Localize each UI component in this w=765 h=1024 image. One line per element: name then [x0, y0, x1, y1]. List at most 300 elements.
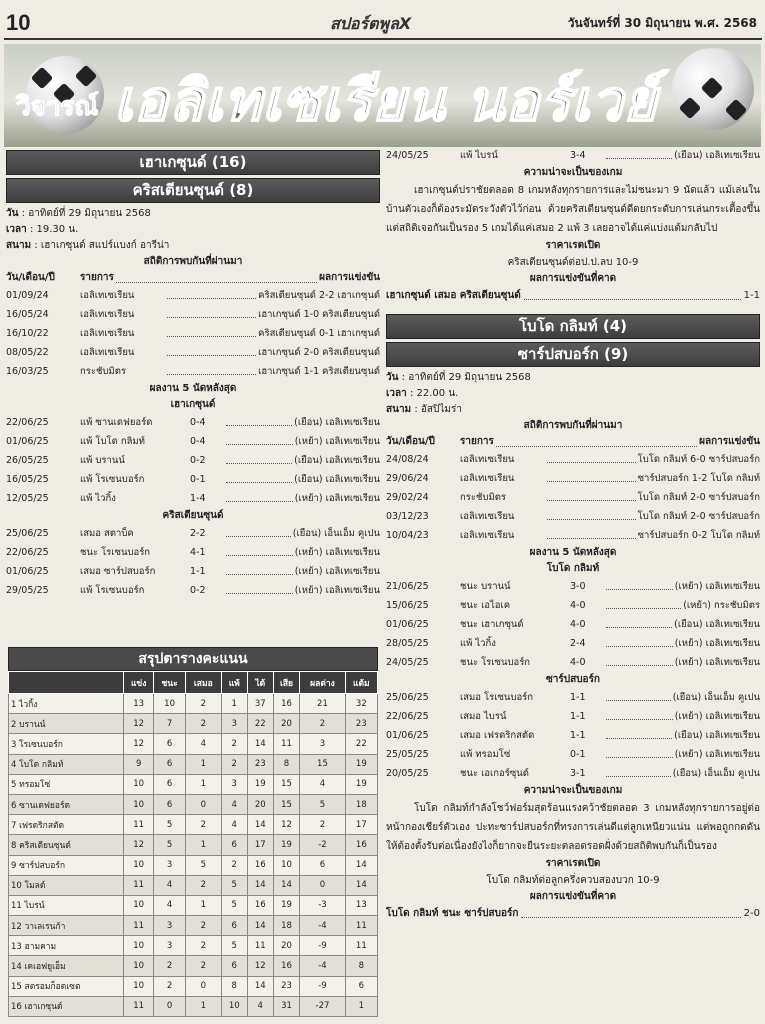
game1-h2h-header: วัน/เดือน/ปี รายการ ผลการแข่งขัน [6, 272, 380, 283]
stat-cell: 19 [345, 754, 377, 774]
table-row [9, 895, 378, 915]
stat-cell: 15 [273, 794, 299, 814]
stat-cell: 19 [273, 895, 299, 915]
score: 2-4 [570, 638, 586, 649]
competition: เอลิเทเซเรียน [80, 347, 135, 358]
score: 4-1 [190, 547, 206, 558]
stat-cell: 16 [247, 855, 273, 875]
game2-away_form-row [386, 745, 760, 764]
stat-cell: 5 [221, 875, 247, 895]
stat-cell: 2 [221, 855, 247, 875]
venue-competition: (เหย้า) เอลิเทเซเรียน [294, 493, 380, 504]
stat-cell: 14 [345, 875, 377, 895]
standings-header: แพ้ [221, 672, 247, 694]
stat-cell: -4 [300, 916, 345, 936]
game2-date: วัน : อาทิตย์ที่ 29 มิถุนายน 2568 [386, 372, 531, 383]
score: 4-0 [570, 600, 586, 611]
stat-cell: 8 [273, 754, 299, 774]
stat-cell: 19 [345, 774, 377, 794]
stat-cell: 19 [247, 774, 273, 794]
match-date: 22/06/25 [6, 417, 49, 428]
table-row [9, 875, 378, 895]
game2-away_form-row [386, 707, 760, 726]
stat-cell: 2 [154, 956, 186, 976]
stat-cell: 20 [273, 936, 299, 956]
table-row [9, 936, 378, 956]
venue-competition: (เหย้า) เอลิเทเซเรียน [294, 585, 380, 596]
match-date: 28/05/25 [386, 638, 429, 649]
match-date: 21/06/25 [386, 581, 429, 592]
stat-cell: 0 [185, 794, 221, 814]
stat-cell: 6 [154, 794, 186, 814]
stat-cell: 11 [124, 996, 154, 1016]
stat-cell: -3 [300, 895, 345, 915]
match-result: ซาร์ปสบอร์ก 0-2 โบโด กลิมท์ [637, 530, 760, 541]
team-name: 5 ทรอมโซ่ [9, 774, 124, 794]
match-date: 26/05/25 [6, 455, 49, 466]
venue-competition: (เหย้า) เอลิเทเซเรียน [674, 749, 760, 760]
stat-cell: 5 [221, 895, 247, 915]
stat-cell: 11 [273, 734, 299, 754]
header-rule [4, 38, 762, 40]
stat-cell: 1 [185, 774, 221, 794]
stat-cell: 18 [345, 794, 377, 814]
opponent: เสมอ ไบรน์ [460, 711, 507, 722]
stat-cell: 3 [154, 916, 186, 936]
team-name: 3 โรเซนบอร์ก [9, 734, 124, 754]
team-name: 2 บรานน์ [9, 714, 124, 734]
game2-prediction: โบโด กลิมท์ ชนะ ซาร์ปสบอร์ก 2-0 [386, 905, 760, 922]
game1-h2h-row [6, 362, 380, 381]
stat-cell: 11 [247, 936, 273, 956]
opponent: แพ้ บรานน์ [80, 455, 125, 466]
score: 0-4 [190, 436, 206, 447]
game1-date: วัน : อาทิตย์ที่ 29 มิถุนายน 2568 [6, 208, 151, 219]
stat-cell: 14 [247, 875, 273, 895]
leader-dots [547, 450, 636, 463]
game2-prediction-title: ผลการแข่งขันที่คาด [529, 891, 617, 902]
opponent: เสมอ โรเซนบอร์ก [460, 692, 534, 703]
stat-cell: 2 [185, 815, 221, 835]
game2-h2h-row [386, 469, 760, 488]
stat-cell: 17 [247, 835, 273, 855]
match-result: เฮาเกซุนด์ 1-1 คริสเตียนซุนด์ [258, 366, 380, 377]
stat-cell: 16 [247, 895, 273, 915]
match-date: 20/05/25 [386, 768, 429, 779]
stat-cell: 2 [221, 754, 247, 774]
stat-cell: 12 [273, 815, 299, 835]
match-result: โบโด กลิมท์ 2-0 ซาร์ปสบอร์ก [637, 492, 760, 503]
competition: เอลิเทเซเรียน [460, 454, 515, 465]
game2-home_form-row [386, 615, 760, 634]
stat-cell: 14 [247, 976, 273, 996]
opponent: เสมอ เฟรดริกสตัด [460, 730, 535, 741]
game2-outlook: โบโด กลิมท์กำลังโชว์ฟอร์มสุดร้อนแรงคว้าชัยตลอด 3 เกมหลังทุกรายการอยู่ต่อหน้ากองเชียร์ตัวเอง ปะทะซาร์ปสบอร์กที่ทรงการเล่นดีแต่ลูกเหนียวแน่น แต่พอถูกกดดันให้ต้องตั้งรับต่อเนื่องยังไงก็ยากจะยืนระยะตลอดรอดฝั่งด้วยสถิติพบกันก็เป็นรอง [386, 803, 760, 852]
stat-cell: 19 [273, 835, 299, 855]
match-result: คริสเตียนซุนด์ 2-2 เฮาเกซุนด์ [258, 290, 380, 301]
leader-dots [606, 745, 673, 758]
stat-cell: 0 [185, 976, 221, 996]
game2-home_form-row [386, 596, 760, 615]
stat-cell: 12 [247, 956, 273, 976]
venue-competition: (เหย้า) เอลิเทเซเรียน [674, 581, 760, 592]
match-date: 01/06/25 [386, 619, 429, 630]
game2-home-team: โบโด กลิมท์ (4) [386, 314, 760, 339]
game1-home_form-row [6, 470, 380, 489]
stat-cell: 6 [300, 855, 345, 875]
stat-cell: 4 [300, 774, 345, 794]
score: 2-2 [190, 528, 206, 539]
standings-header: ได้ [247, 672, 273, 694]
game1-away_form-row [6, 524, 380, 543]
team-name: 15 สตรอมก็อดเซต [9, 976, 124, 996]
stat-cell: 6 [154, 774, 186, 794]
stat-cell: 11 [124, 916, 154, 936]
stat-cell: 5 [185, 855, 221, 875]
stat-cell: 12 [124, 714, 154, 734]
stat-cell: 13 [124, 694, 154, 714]
stat-cell: 8 [345, 956, 377, 976]
opponent: แพ้ โรเซนบอร์ก [80, 474, 145, 485]
game2-odds-title: ราคาเรตเปิด [545, 858, 601, 869]
team-name: 12 วาเลเรนก้า [9, 916, 124, 936]
game2-home_form-row [386, 634, 760, 653]
stat-cell: 16 [345, 835, 377, 855]
score: 0-1 [570, 749, 586, 760]
leader-dots [606, 764, 671, 777]
opponent: แพ้ ซานเดฟยอร์ด [80, 417, 153, 428]
stat-cell: 23 [247, 754, 273, 774]
leader-dots [167, 362, 256, 375]
stat-cell: 3 [221, 714, 247, 734]
venue-competition: (เหย้า) กระชับมิตร [683, 600, 760, 611]
stat-cell: 14 [273, 875, 299, 895]
venue-competition: (เหย้า) เอลิเทเซเรียน [674, 711, 760, 722]
game1-h2h-row [6, 305, 380, 324]
opponent: แพ้ โรเซนบอร์ก [80, 585, 145, 596]
table-row [9, 956, 378, 976]
opponent: ชนะ เฮาเกซุนด์ [460, 619, 524, 630]
game2-h2h-row [386, 450, 760, 469]
game2-odds: โบโด กลิมท์ต่อลูกครึ่งควบสองบวก 10-9 [486, 875, 660, 886]
table-row [9, 976, 378, 996]
game1-column [6, 150, 380, 600]
competition: กระชับมิตร [460, 492, 506, 503]
team-name: 13 ฮามคาม [9, 936, 124, 956]
stat-cell: 5 [154, 835, 186, 855]
stat-cell: 2 [300, 815, 345, 835]
stat-cell: 22 [247, 714, 273, 734]
stat-cell: 15 [300, 754, 345, 774]
banner-prefix: วิจารณ์ [16, 92, 99, 122]
game1-home_form-row [6, 451, 380, 470]
score: 3-1 [570, 768, 586, 779]
stat-cell: 23 [345, 714, 377, 734]
stat-cell: 16 [273, 956, 299, 976]
score: 0-2 [190, 585, 206, 596]
game1-h2h-row [6, 286, 380, 305]
stat-cell: 5 [300, 794, 345, 814]
stat-cell: 6 [154, 734, 186, 754]
stat-cell: 3 [154, 855, 186, 875]
game1-away-form-row: 24/05/25 แพ้ ไบรน์ 3-4 (เยือน) เอลิเทเซเรียน [386, 146, 760, 165]
table-row [9, 754, 378, 774]
match-date: 01/09/24 [6, 290, 49, 301]
stat-cell: 10 [124, 855, 154, 875]
stat-cell: 2 [185, 936, 221, 956]
stat-cell: 3 [300, 734, 345, 754]
opponent: ชนะ โรเซนบอร์ก [80, 547, 151, 558]
score: 4-0 [570, 657, 586, 668]
venue-competition: (เหย้า) เอลิเทเซเรียน [294, 566, 380, 577]
game2-away_form-row [386, 726, 760, 745]
score: 1-1 [190, 566, 206, 577]
game2-away_form-row [386, 688, 760, 707]
leader-dots [606, 726, 672, 739]
game2-outlook-title: ความน่าจะเป็นของเกม [523, 785, 623, 796]
stat-cell: 3 [154, 936, 186, 956]
opponent: ชนะ เอไอเค [460, 600, 511, 611]
competition: เอลิเทเซเรียน [80, 328, 135, 339]
venue-competition: (เหย้า) เอลิเทเซเรียน [294, 547, 380, 558]
match-date: 29/05/25 [6, 585, 49, 596]
stat-cell: 4 [154, 895, 186, 915]
stat-cell: 2 [185, 956, 221, 976]
match-date: 22/06/25 [386, 711, 429, 722]
stat-cell: 3 [221, 774, 247, 794]
team-name: 4 โบโด กลิมท์ [9, 754, 124, 774]
stat-cell: 23 [273, 976, 299, 996]
leader-dots [167, 305, 256, 318]
leader-dots [606, 634, 673, 647]
team-name: 9 ซาร์ปสบอร์ก [9, 855, 124, 875]
game1-odds-title: ราคาเรตเปิด [545, 240, 601, 251]
venue-competition: (เหย้า) เอลิเทเซเรียน [674, 657, 760, 668]
table-row [9, 855, 378, 875]
standings-header: แต้ม [345, 672, 377, 694]
stat-cell: 6 [345, 976, 377, 996]
stat-cell: -4 [300, 956, 345, 976]
leader-dots [226, 470, 292, 483]
stat-cell: 32 [345, 694, 377, 714]
opponent: ชนะ บรานน์ [460, 581, 511, 592]
stat-cell: 2 [185, 694, 221, 714]
stat-cell: 10 [124, 895, 154, 915]
opponent: เสมอ สตาบ็ค [80, 528, 134, 539]
match-date: 24/08/24 [386, 454, 429, 465]
stat-cell: 5 [221, 936, 247, 956]
match-result: โบโด กลิมท์ 6-0 ซาร์ปสบอร์ก [637, 454, 760, 465]
opponent: แพ้ ทรอมโซ่ [460, 749, 511, 760]
page-number: 10 [6, 10, 31, 35]
competition: เอลิเทเซเรียน [460, 473, 515, 484]
stat-cell: 31 [273, 996, 299, 1016]
match-date: 22/06/25 [6, 547, 49, 558]
table-row [9, 916, 378, 936]
stat-cell: -2 [300, 835, 345, 855]
competition: เอลิเทเซเรียน [80, 309, 135, 320]
game1-home_form-row [6, 413, 380, 432]
score: 4-0 [570, 619, 586, 630]
score: 1-1 [570, 692, 586, 703]
leader-dots [167, 343, 256, 356]
competition: เอลิเทเซเรียน [460, 511, 515, 522]
match-date: 29/02/24 [386, 492, 429, 503]
stat-cell: 6 [154, 754, 186, 774]
game1-outlook-title: ความน่าจะเป็นของเกม [523, 167, 623, 178]
leader-dots [606, 577, 673, 590]
stat-cell: 14 [345, 855, 377, 875]
game1-time: เวลา : 19.30 น. [6, 224, 79, 235]
stat-cell: 22 [345, 734, 377, 754]
leader-dots [226, 543, 293, 556]
stat-cell: 2 [221, 734, 247, 754]
leader-dots [606, 615, 672, 628]
stat-cell: 11 [124, 875, 154, 895]
competition: กระชับมิตร [80, 366, 126, 377]
score: 1-1 [570, 711, 586, 722]
stat-cell: -27 [300, 996, 345, 1016]
leader-dots [167, 324, 256, 337]
stat-cell: 11 [345, 936, 377, 956]
stat-cell: 4 [221, 794, 247, 814]
stat-cell: 1 [185, 754, 221, 774]
stat-cell: 10 [124, 976, 154, 996]
game2-away_form-row [386, 764, 760, 783]
stat-cell: 10 [124, 956, 154, 976]
score: 1-1 [570, 730, 586, 741]
table-row [9, 694, 378, 714]
stat-cell: 10 [124, 794, 154, 814]
stat-cell: 0 [154, 996, 186, 1016]
game1-away_form-row [6, 543, 380, 562]
stat-cell: 21 [300, 694, 345, 714]
stat-cell: 6 [221, 956, 247, 976]
game1-away-form-title: คริสเตียนซุนด์ [162, 510, 224, 521]
opponent: แพ้ ไวกิ้ง [80, 493, 116, 504]
stat-cell: 7 [154, 714, 186, 734]
venue-competition: (เหย้า) เอลิเทเซเรียน [294, 436, 380, 447]
stat-cell: -9 [300, 936, 345, 956]
stat-cell: 14 [247, 734, 273, 754]
leader-dots [226, 451, 292, 464]
leader-dots [226, 489, 293, 502]
stat-cell: 6 [221, 916, 247, 936]
game1-venue: สนาม : เฮาเกซุนด์ สแปร์แบงก์ อารีน่า [6, 240, 170, 251]
game1-away_form-row [6, 562, 380, 581]
standings-header [9, 672, 124, 694]
game1-home_form-row [6, 432, 380, 451]
stat-cell: 20 [273, 714, 299, 734]
stat-cell: 1 [345, 996, 377, 1016]
title-banner [4, 44, 761, 147]
stat-cell: 10 [124, 936, 154, 956]
stat-cell: 1 [185, 996, 221, 1016]
standings-header: เสีย [273, 672, 299, 694]
leader-dots [226, 562, 293, 575]
game1-home-team: เฮาเกซุนด์ (16) [6, 150, 380, 175]
game2-h2h-row [386, 488, 760, 507]
publication-logo: สปอร์ตพูลX [330, 14, 412, 33]
leader-dots [606, 596, 681, 609]
standings-table [8, 647, 378, 1017]
match-result: ซาร์ปสบอร์ก 1-2 โบโด กลิมท์ [637, 473, 760, 484]
game2-h2h-row [386, 507, 760, 526]
game1-away_form-row [6, 581, 380, 600]
opponent: แพ้ โบโด กลิมท์ [80, 436, 145, 447]
stat-cell: 14 [247, 916, 273, 936]
issue-date: วันจันทร์ที่ 30 มิถุนายน พ.ศ. 2568 [567, 16, 757, 30]
stat-cell: 14 [247, 815, 273, 835]
match-date: 12/05/25 [6, 493, 49, 504]
leader-dots [547, 526, 636, 539]
leader-dots [167, 286, 256, 299]
score: 0-2 [190, 455, 206, 466]
standings-header: ผลต่าง [300, 672, 345, 694]
leader-dots [606, 688, 671, 701]
venue-competition: (เหย้า) เอลิเทเซเรียน [674, 638, 760, 649]
game1-away-team: คริสเตียนซุนด์ (8) [6, 178, 380, 203]
leader-dots [226, 581, 293, 594]
stat-cell: 2 [185, 875, 221, 895]
standings-header: แข่ง [124, 672, 154, 694]
game1-h2h-title: สถิติการพบกันที่ผ่านมา [143, 256, 243, 267]
game2-home_form-row [386, 653, 760, 672]
stat-cell: 12 [124, 835, 154, 855]
venue-competition: (เยือน) เอลิเทเซเรียน [294, 474, 380, 485]
table-row [9, 815, 378, 835]
score: 1-4 [190, 493, 206, 504]
match-date: 16/05/24 [6, 309, 49, 320]
match-date: 29/06/24 [386, 473, 429, 484]
game2-time: เวลา : 22.00 น. [386, 388, 459, 399]
game2-h2h-title: สถิติการพบกันที่ผ่านมา [523, 420, 623, 431]
standings-header: เสมอ [185, 672, 221, 694]
leader-dots [226, 524, 291, 537]
game2-h2h-row [386, 526, 760, 545]
game1-odds: คริสเตียนซุนด์ต่อป.ป.ลบ 10-9 [507, 257, 639, 268]
team-name: 6 ซานเดฟยอร์ด [9, 794, 124, 814]
stat-cell: 18 [273, 916, 299, 936]
banner-title: เอลิเทเซเรียน นอร์เวย์ [114, 69, 658, 134]
venue-competition: (เยือน) เอลิเทเซเรียน [674, 730, 760, 741]
match-date: 01/06/25 [386, 730, 429, 741]
stat-cell: 9 [124, 754, 154, 774]
game2-away-team: ซาร์ปสบอร์ก (9) [386, 342, 760, 367]
stat-cell: 4 [154, 875, 186, 895]
match-date: 08/05/22 [6, 347, 49, 358]
match-result: เฮาเกซุนด์ 1-0 คริสเตียนซุนด์ [258, 309, 380, 320]
standings-header: ชนะ [154, 672, 186, 694]
leader-dots [547, 507, 636, 520]
opponent: เสมอ ซาร์ปสบอร์ก [80, 566, 156, 577]
stat-cell: 17 [345, 815, 377, 835]
stat-cell: 20 [247, 794, 273, 814]
match-date: 03/12/23 [386, 511, 429, 522]
match-date: 24/05/25 [386, 657, 429, 668]
opponent: ชนะ เอเกอร์ซุนด์ [460, 768, 529, 779]
stat-cell: -9 [300, 976, 345, 996]
opponent: แพ้ ไวกิ้ง [460, 638, 496, 649]
table-row [9, 734, 378, 754]
game1-outlook: เฮาเกซุนด์ปราชัยตลอด 8 เกมหลังทุกรายการและไม่ชนะมา 9 นัดแล้ว แม้เล่นในบ้านตัวเองก็ต้องระมัดระวังตัวไว้ก่อน ด้วยคริสเตียนซุนด์ดีดยกระดับการเล่นกระเตื้องขึ้นแต่สถิติเจอกันเป็นรอง 5 เกมได้แค่เสมอ 2 แพ้ 3 เลยอาจได้แค่แบ่งแต้มกลับไป [386, 185, 760, 234]
game1-h2h-row [6, 343, 380, 362]
stat-cell: 10 [154, 694, 186, 714]
stat-cell: 4 [247, 996, 273, 1016]
match-result: โบโด กลิมท์ 2-0 ซาร์ปสบอร์ก [637, 511, 760, 522]
game2-home-form-title: โบโด กลิมท์ [546, 563, 600, 574]
stat-cell: 2 [154, 976, 186, 996]
